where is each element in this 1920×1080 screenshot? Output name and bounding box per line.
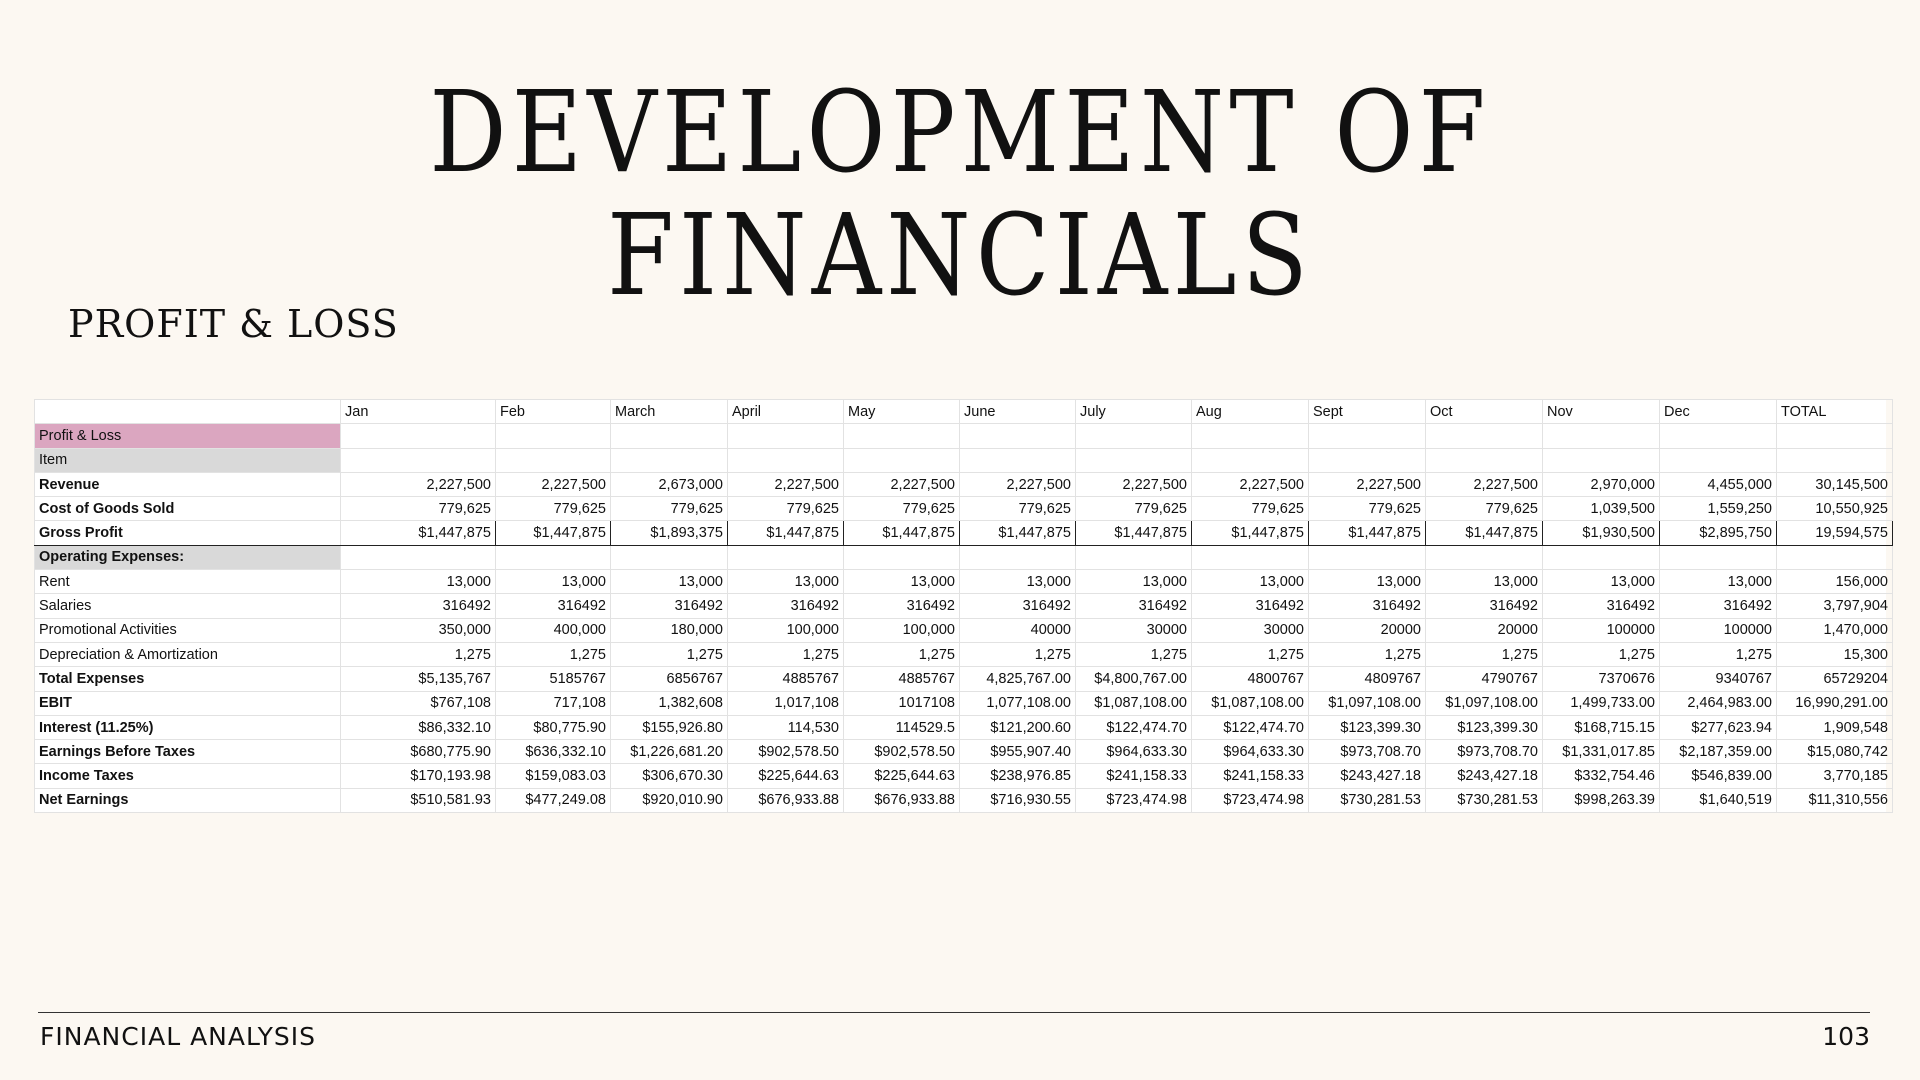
value-cell: $920,010.90 — [611, 788, 728, 812]
value-cell — [1543, 424, 1660, 448]
value-cell: 316492 — [1192, 594, 1309, 618]
value-cell — [728, 448, 844, 472]
value-cell: $243,427.18 — [1426, 764, 1543, 788]
column-header: June — [960, 400, 1076, 424]
value-cell: 1,382,608 — [611, 691, 728, 715]
value-cell: 2,227,500 — [960, 472, 1076, 496]
value-cell — [844, 424, 960, 448]
table-row — [35, 715, 1893, 739]
value-cell — [728, 424, 844, 448]
value-cell — [496, 448, 611, 472]
table-row — [35, 788, 1893, 812]
row-label: Gross Profit — [35, 521, 341, 545]
value-cell: $676,933.88 — [844, 788, 960, 812]
table-row — [35, 618, 1893, 642]
value-cell — [1192, 545, 1309, 569]
value-cell: 779,625 — [1192, 497, 1309, 521]
value-cell: 1,077,108.00 — [960, 691, 1076, 715]
value-cell: 4800767 — [1192, 667, 1309, 691]
footer-label: FINANCIAL ANALYSIS — [40, 1022, 316, 1051]
header-cell-blank — [35, 400, 341, 424]
value-cell: $122,474.70 — [1076, 715, 1192, 739]
table-header-row — [35, 400, 1893, 424]
value-cell — [1543, 545, 1660, 569]
value-cell: 2,673,000 — [611, 472, 728, 496]
value-cell: $546,839.00 — [1660, 764, 1777, 788]
value-cell: 1,275 — [728, 642, 844, 666]
column-header: Feb — [496, 400, 611, 424]
value-cell — [496, 424, 611, 448]
row-label: Net Earnings — [35, 788, 341, 812]
value-cell: 13,000 — [1076, 570, 1192, 594]
table-row — [35, 740, 1893, 764]
value-cell: 316492 — [960, 594, 1076, 618]
value-cell — [1076, 545, 1192, 569]
value-cell: 1,275 — [611, 642, 728, 666]
value-cell: 4885767 — [844, 667, 960, 691]
value-cell: 4,455,000 — [1660, 472, 1777, 496]
value-cell: 40000 — [960, 618, 1076, 642]
value-cell: 400,000 — [496, 618, 611, 642]
row-label: Item — [35, 448, 341, 472]
value-cell — [960, 424, 1076, 448]
value-cell: 30000 — [1076, 618, 1192, 642]
value-cell: 1,275 — [341, 642, 496, 666]
value-cell: $955,907.40 — [960, 740, 1076, 764]
value-cell: 2,227,500 — [844, 472, 960, 496]
value-cell: 4809767 — [1309, 667, 1426, 691]
value-cell: $123,399.30 — [1309, 715, 1426, 739]
value-cell: 316492 — [1426, 594, 1543, 618]
value-cell — [1309, 424, 1426, 448]
table-body — [35, 400, 1893, 813]
total-cell: 10,550,925 — [1777, 497, 1893, 521]
value-cell: 2,227,500 — [1192, 472, 1309, 496]
value-cell: 114529.5 — [844, 715, 960, 739]
value-cell: $1,226,681.20 — [611, 740, 728, 764]
value-cell: $170,193.98 — [341, 764, 496, 788]
value-cell: 6856767 — [611, 667, 728, 691]
value-cell — [611, 424, 728, 448]
value-cell: 1,275 — [1192, 642, 1309, 666]
value-cell — [1192, 448, 1309, 472]
value-cell — [1309, 545, 1426, 569]
value-cell: 2,227,500 — [728, 472, 844, 496]
value-cell: 2,227,500 — [1076, 472, 1192, 496]
value-cell: 316492 — [1543, 594, 1660, 618]
table-row — [35, 521, 1893, 545]
column-header: Oct — [1426, 400, 1543, 424]
value-cell: $1,447,875 — [1192, 521, 1309, 545]
page-number: 103 — [1822, 1022, 1870, 1051]
row-label: Cost of Goods Sold — [35, 497, 341, 521]
value-cell: $306,670.30 — [611, 764, 728, 788]
value-cell: 2,227,500 — [341, 472, 496, 496]
value-cell: 13,000 — [844, 570, 960, 594]
value-cell: 20000 — [1309, 618, 1426, 642]
value-cell: $680,775.90 — [341, 740, 496, 764]
column-header: Dec — [1660, 400, 1777, 424]
value-cell: 100000 — [1660, 618, 1777, 642]
total-cell: 19,594,575 — [1777, 521, 1893, 545]
value-cell: 316492 — [1309, 594, 1426, 618]
value-cell: 13,000 — [728, 570, 844, 594]
value-cell — [1660, 448, 1777, 472]
value-cell — [1076, 448, 1192, 472]
value-cell: $1,930,500 — [1543, 521, 1660, 545]
value-cell — [1426, 545, 1543, 569]
table-row — [35, 472, 1893, 496]
value-cell — [1660, 545, 1777, 569]
total-cell: 1,470,000 — [1777, 618, 1893, 642]
value-cell: 1,559,250 — [1660, 497, 1777, 521]
value-cell: $277,623.94 — [1660, 715, 1777, 739]
column-header: TOTAL — [1777, 400, 1893, 424]
value-cell: 316492 — [1660, 594, 1777, 618]
value-cell: $168,715.15 — [1543, 715, 1660, 739]
value-cell: $5,135,767 — [341, 667, 496, 691]
value-cell: 779,625 — [1076, 497, 1192, 521]
value-cell — [1192, 424, 1309, 448]
table-row — [35, 448, 1893, 472]
row-label: Interest (11.25%) — [35, 715, 341, 739]
table-row — [35, 424, 1893, 448]
total-cell: $15,080,742 — [1777, 740, 1893, 764]
value-cell: $225,644.63 — [844, 764, 960, 788]
value-cell — [1076, 424, 1192, 448]
value-cell: 13,000 — [1426, 570, 1543, 594]
value-cell: 13,000 — [496, 570, 611, 594]
value-cell: $998,263.39 — [1543, 788, 1660, 812]
value-cell: $1,097,108.00 — [1309, 691, 1426, 715]
total-cell: 65729204 — [1777, 667, 1893, 691]
value-cell — [341, 448, 496, 472]
value-cell: 316492 — [496, 594, 611, 618]
value-cell — [496, 545, 611, 569]
value-cell: 1,275 — [844, 642, 960, 666]
value-cell: 1017108 — [844, 691, 960, 715]
table-row — [35, 570, 1893, 594]
value-cell: 1,017,108 — [728, 691, 844, 715]
slide-title: DEVELOPMENT OF FINANCIALS — [429, 68, 1491, 322]
column-header: May — [844, 400, 960, 424]
total-cell: 1,909,548 — [1777, 715, 1893, 739]
value-cell: $80,775.90 — [496, 715, 611, 739]
value-cell: 1,275 — [1543, 642, 1660, 666]
value-cell — [844, 545, 960, 569]
value-cell: 2,227,500 — [1426, 472, 1543, 496]
total-cell — [1777, 545, 1893, 569]
value-cell: $1,447,875 — [960, 521, 1076, 545]
total-cell — [1777, 424, 1893, 448]
value-cell: 1,499,733.00 — [1543, 691, 1660, 715]
value-cell — [1543, 448, 1660, 472]
column-header: Jan — [341, 400, 496, 424]
value-cell: 4,825,767.00 — [960, 667, 1076, 691]
value-cell: 316492 — [728, 594, 844, 618]
value-cell: 4790767 — [1426, 667, 1543, 691]
value-cell: $723,474.98 — [1076, 788, 1192, 812]
value-cell: 1,275 — [1309, 642, 1426, 666]
value-cell: 316492 — [844, 594, 960, 618]
value-cell — [1660, 424, 1777, 448]
value-cell: $241,158.33 — [1192, 764, 1309, 788]
value-cell: 779,625 — [1426, 497, 1543, 521]
value-cell: $123,399.30 — [1426, 715, 1543, 739]
value-cell: 1,275 — [960, 642, 1076, 666]
value-cell: $1,893,375 — [611, 521, 728, 545]
value-cell — [611, 448, 728, 472]
value-cell: 779,625 — [1309, 497, 1426, 521]
value-cell: $1,447,875 — [496, 521, 611, 545]
table-row — [35, 642, 1893, 666]
value-cell: $964,633.30 — [1192, 740, 1309, 764]
value-cell: 20000 — [1426, 618, 1543, 642]
value-cell: 7370676 — [1543, 667, 1660, 691]
total-cell: 3,797,904 — [1777, 594, 1893, 618]
value-cell: 779,625 — [496, 497, 611, 521]
value-cell: 316492 — [611, 594, 728, 618]
value-cell: 1,275 — [1660, 642, 1777, 666]
value-cell: $332,754.46 — [1543, 764, 1660, 788]
value-cell: 2,227,500 — [1309, 472, 1426, 496]
table-row — [35, 667, 1893, 691]
footer-divider — [38, 1012, 1870, 1013]
value-cell: 13,000 — [1192, 570, 1309, 594]
value-cell: 350,000 — [341, 618, 496, 642]
value-cell: 2,227,500 — [496, 472, 611, 496]
table-row — [35, 594, 1893, 618]
row-label: Income Taxes — [35, 764, 341, 788]
value-cell: $4,800,767.00 — [1076, 667, 1192, 691]
value-cell: 316492 — [1076, 594, 1192, 618]
value-cell: $1,447,875 — [1076, 521, 1192, 545]
profit-loss-sheet — [34, 399, 1886, 813]
value-cell: $1,447,875 — [1426, 521, 1543, 545]
value-cell: 180,000 — [611, 618, 728, 642]
value-cell: $477,249.08 — [496, 788, 611, 812]
value-cell: 779,625 — [844, 497, 960, 521]
value-cell: 114,530 — [728, 715, 844, 739]
value-cell: $86,332.10 — [341, 715, 496, 739]
value-cell: 779,625 — [611, 497, 728, 521]
value-cell: $716,930.55 — [960, 788, 1076, 812]
value-cell: 1,275 — [496, 642, 611, 666]
value-cell: 9340767 — [1660, 667, 1777, 691]
value-cell: 100,000 — [844, 618, 960, 642]
value-cell: 13,000 — [1309, 570, 1426, 594]
value-cell: $973,708.70 — [1309, 740, 1426, 764]
column-header: April — [728, 400, 844, 424]
value-cell: $225,644.63 — [728, 764, 844, 788]
value-cell: $636,332.10 — [496, 740, 611, 764]
value-cell: $1,087,108.00 — [1192, 691, 1309, 715]
value-cell — [1426, 448, 1543, 472]
value-cell: 100,000 — [728, 618, 844, 642]
value-cell — [341, 424, 496, 448]
value-cell: 316492 — [341, 594, 496, 618]
row-label: Promotional Activities — [35, 618, 341, 642]
value-cell: 1,039,500 — [1543, 497, 1660, 521]
column-header: July — [1076, 400, 1192, 424]
table-row — [35, 764, 1893, 788]
value-cell: $723,474.98 — [1192, 788, 1309, 812]
value-cell: $241,158.33 — [1076, 764, 1192, 788]
value-cell: $159,083.03 — [496, 764, 611, 788]
value-cell — [1309, 448, 1426, 472]
value-cell — [1426, 424, 1543, 448]
value-cell: 1,275 — [1076, 642, 1192, 666]
section-subtitle: PROFIT & LOSS — [68, 302, 399, 346]
value-cell — [844, 448, 960, 472]
value-cell: $973,708.70 — [1426, 740, 1543, 764]
value-cell: 779,625 — [728, 497, 844, 521]
total-cell: 30,145,500 — [1777, 472, 1893, 496]
value-cell: $902,578.50 — [728, 740, 844, 764]
value-cell: $1,447,875 — [844, 521, 960, 545]
table-row — [35, 497, 1893, 521]
profit-loss-table — [34, 399, 1893, 813]
value-cell: $243,427.18 — [1309, 764, 1426, 788]
value-cell: $902,578.50 — [844, 740, 960, 764]
value-cell: 30000 — [1192, 618, 1309, 642]
value-cell — [960, 448, 1076, 472]
column-header: Nov — [1543, 400, 1660, 424]
table-row — [35, 691, 1893, 715]
value-cell: $2,895,750 — [1660, 521, 1777, 545]
value-cell: $1,087,108.00 — [1076, 691, 1192, 715]
value-cell: $238,976.85 — [960, 764, 1076, 788]
value-cell — [728, 545, 844, 569]
value-cell: 100000 — [1543, 618, 1660, 642]
value-cell: 13,000 — [1660, 570, 1777, 594]
value-cell: $730,281.53 — [1426, 788, 1543, 812]
value-cell: 13,000 — [960, 570, 1076, 594]
row-label: Salaries — [35, 594, 341, 618]
value-cell: 779,625 — [341, 497, 496, 521]
value-cell: $676,933.88 — [728, 788, 844, 812]
value-cell: 717,108 — [496, 691, 611, 715]
total-cell: 3,770,185 — [1777, 764, 1893, 788]
row-label: Depreciation & Amortization — [35, 642, 341, 666]
row-label: EBIT — [35, 691, 341, 715]
column-header: Aug — [1192, 400, 1309, 424]
row-label: Profit & Loss — [35, 424, 341, 448]
value-cell: 13,000 — [341, 570, 496, 594]
value-cell: $121,200.60 — [960, 715, 1076, 739]
value-cell: $1,447,875 — [728, 521, 844, 545]
total-cell: $11,310,556 — [1777, 788, 1893, 812]
total-cell: 15,300 — [1777, 642, 1893, 666]
value-cell: $1,447,875 — [1309, 521, 1426, 545]
total-cell: 16,990,291.00 — [1777, 691, 1893, 715]
value-cell: $730,281.53 — [1309, 788, 1426, 812]
value-cell — [611, 545, 728, 569]
value-cell: 13,000 — [1543, 570, 1660, 594]
row-label: Revenue — [35, 472, 341, 496]
total-cell: 156,000 — [1777, 570, 1893, 594]
table-row — [35, 545, 1893, 569]
value-cell: $1,097,108.00 — [1426, 691, 1543, 715]
value-cell: 1,275 — [1426, 642, 1543, 666]
value-cell: $767,108 — [341, 691, 496, 715]
total-cell — [1777, 448, 1893, 472]
value-cell: 13,000 — [611, 570, 728, 594]
value-cell: 4885767 — [728, 667, 844, 691]
column-header: Sept — [1309, 400, 1426, 424]
value-cell: $1,447,875 — [341, 521, 496, 545]
row-label: Operating Expenses: — [35, 545, 341, 569]
value-cell: $2,187,359.00 — [1660, 740, 1777, 764]
value-cell: 2,464,983.00 — [1660, 691, 1777, 715]
value-cell: $964,633.30 — [1076, 740, 1192, 764]
value-cell: $155,926.80 — [611, 715, 728, 739]
row-label: Rent — [35, 570, 341, 594]
value-cell: $510,581.93 — [341, 788, 496, 812]
value-cell: $1,640,519 — [1660, 788, 1777, 812]
value-cell: 779,625 — [960, 497, 1076, 521]
value-cell — [960, 545, 1076, 569]
column-header: March — [611, 400, 728, 424]
value-cell: 5185767 — [496, 667, 611, 691]
row-label: Earnings Before Taxes — [35, 740, 341, 764]
value-cell — [341, 545, 496, 569]
value-cell: $122,474.70 — [1192, 715, 1309, 739]
value-cell: 2,970,000 — [1543, 472, 1660, 496]
value-cell: $1,331,017.85 — [1543, 740, 1660, 764]
row-label: Total Expenses — [35, 667, 341, 691]
